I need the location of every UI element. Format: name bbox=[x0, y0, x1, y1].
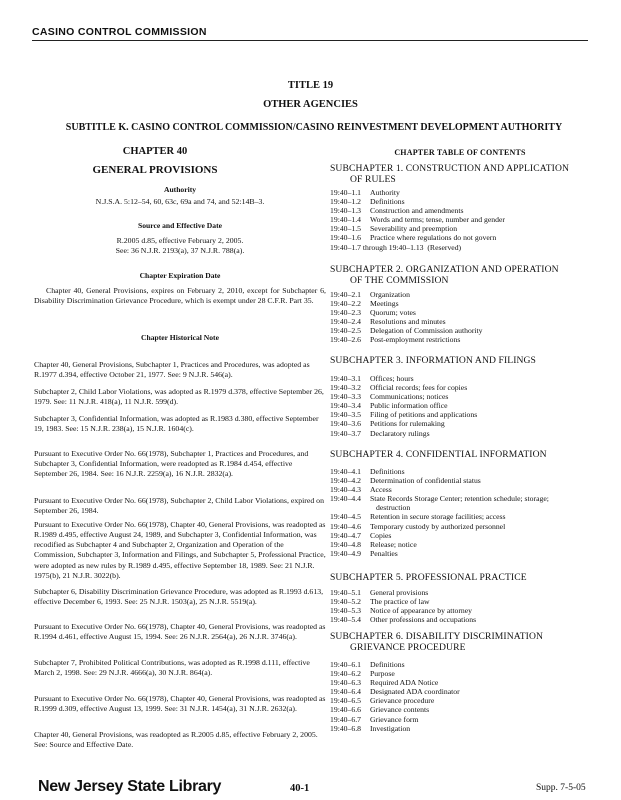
toc-entry[interactable]: 19:40–2.5 Delegation of Commission authority bbox=[330, 326, 483, 336]
history-paragraph: Subchapter 2, Child Labor Violations, was adopted as R.1979 d.378, effective September 26, 1979. See: 11 N.J.R. 418(a), 11 N.J.R. 599(d). bbox=[34, 386, 324, 406]
subchapter-3-list bbox=[330, 374, 600, 438]
toc-entry[interactable]: 19:40–1.6 Practice where regulations do not govern bbox=[330, 233, 497, 243]
history-head: Chapter Historical Note bbox=[141, 333, 219, 342]
toc-entry[interactable]: 19:40–2.2 Meetings bbox=[330, 299, 399, 309]
toc-entry[interactable]: 19:40–1.2 Definitions bbox=[330, 197, 405, 207]
toc-entry[interactable]: 19:40–4.2 Determination of confidential status bbox=[330, 476, 481, 486]
toc-entry[interactable]: 19:40–3.3 Communications; notices bbox=[330, 392, 449, 402]
toc-entry[interactable]: 19:40–3.1 Offices; hours bbox=[330, 374, 414, 383]
subchapter-1-title-cont: OF RULES bbox=[350, 174, 396, 185]
history-paragraph: Subchapter 3, Confidential Information, was adopted as R.1983 d.380, effective September 19, 1983. See: 15 N.J.R. 238(a), 15 N.J.R. 1604(c). bbox=[34, 413, 319, 433]
toc-entry[interactable]: 19:40–5.3 Notice of appearance by attorney bbox=[330, 606, 473, 616]
subchapter-6-heading bbox=[330, 631, 598, 653]
source-line-2: See: 36 N.J.R. 2193(a), 37 N.J.R. 788(a). bbox=[115, 246, 245, 256]
supplement-date: Supp. 7-5-05 bbox=[536, 783, 586, 793]
subchapter-2-title: SUBCHAPTER 2. ORGANIZATION AND OPERATION bbox=[330, 264, 559, 275]
authority-text: N.J.S.A. 5:12–54, 60, 63c, 69a and 74, and 52:14B–3. bbox=[95, 197, 265, 207]
toc-entry[interactable]: 19:40–1.1 Authority bbox=[330, 188, 400, 197]
toc-entry[interactable]: 19:40–3.7 Declaratory rulings bbox=[330, 428, 430, 438]
subchapter-3-heading bbox=[330, 355, 598, 366]
subchapter-4-heading bbox=[330, 449, 598, 460]
expiration-head: Chapter Expiration Date bbox=[139, 271, 221, 280]
toc-entry[interactable]: 19:40–1.3 Construction and amendments bbox=[330, 206, 464, 216]
toc-entry[interactable]: 19:40–6.3 Required ADA Notice bbox=[330, 678, 439, 688]
toc-entry-continuation: destruction bbox=[376, 503, 411, 513]
subchapter-5-list bbox=[330, 588, 600, 624]
title-heading: TITLE 19 bbox=[287, 80, 334, 91]
history-paragraph: Subchapter 7, Prohibited Political Contributions, was adopted as R.1998 d.111, effective March 2, 1998. See: 29 N.J.R. 4666(a), 30 N.J.R. 864(a). bbox=[34, 657, 310, 677]
toc-entry[interactable]: 19:40–6.4 Designated ADA coordinator bbox=[330, 687, 460, 697]
library-stamp: New Jersey State Library bbox=[38, 778, 222, 795]
subchapter-1-title: SUBCHAPTER 1. CONSTRUCTION AND APPLICATION bbox=[330, 163, 570, 174]
toc-entry[interactable]: 19:40–3.5 Filing of petitions and applications bbox=[330, 410, 478, 420]
toc-entry[interactable]: 19:40–4.7 Copies bbox=[330, 530, 392, 540]
history-paragraph: Pursuant to Executive Order No. 66(1978), Chapter 40, General Provisions, was readopted as R.1989 d.495, effective August 24, 1989, and Subchapter 3, Confidential Information, was recodified as Subchapter 4 and Subchapter 2, Organization and Operation of the Commission, Subchapter 3, Information and Filings, and Subchapter 5, Professional Practice, were adopted as new rules by R.1989 d.495, effective September 18, 1989. See: 21 N.J.R. 1975(b), 21 N.J.R. 3022(b). bbox=[34, 519, 326, 580]
toc-entry[interactable]: 19:40–5.1 General provisions bbox=[330, 588, 429, 597]
toc-entry[interactable]: 19:40–2.4 Resolutions and minutes bbox=[330, 317, 446, 327]
subchapter-6-title: SUBCHAPTER 6. DISABILITY DISCRIMINATION bbox=[330, 631, 544, 642]
toc-entry[interactable]: 19:40–4.6 Temporary custody by authorized personnel bbox=[330, 521, 506, 531]
history-paragraph: Pursuant to Executive Order No. 66(1978), Chapter 40, General Provisions, was readopted as R.1994 d.461, effective August 15, 1994. See: 26 N.J.R. 2564(a), 26 N.J.R. 3746(a). bbox=[34, 621, 326, 641]
toc-entry[interactable]: 19:40–4.8 Release; notice bbox=[330, 539, 417, 549]
toc-entry[interactable]: 19:40–4.1 Definitions bbox=[330, 467, 405, 476]
history-block bbox=[34, 333, 326, 343]
toc-entry[interactable]: 19:40–2.3 Quorum; votes bbox=[330, 308, 416, 318]
authority-block bbox=[34, 185, 326, 207]
toc-heading: CHAPTER TABLE OF CONTENTS bbox=[394, 148, 526, 157]
subchapter-6-title-cont: GRIEVANCE PROCEDURE bbox=[350, 642, 466, 653]
agencies-heading: OTHER AGENCIES bbox=[263, 99, 358, 110]
toc-entry[interactable]: 19:40–4.5 Retention in secure storage facilities; access bbox=[330, 512, 506, 522]
toc-entry[interactable]: 19:40–4.3 Access bbox=[330, 485, 392, 495]
chapter-name: GENERAL PROVISIONS bbox=[92, 164, 218, 176]
subchapter-1-list bbox=[330, 188, 600, 252]
toc-entry[interactable]: 19:40–6.7 Grievance form bbox=[330, 714, 419, 724]
toc-entry[interactable]: 19:40–3.4 Public information office bbox=[330, 401, 448, 411]
expiration-block bbox=[34, 271, 326, 307]
toc-entry[interactable]: 19:40–4.4 State Records Storage Center; retention schedule; storage; bbox=[330, 494, 549, 504]
subchapter-4-list bbox=[330, 467, 600, 558]
toc-entry[interactable]: 19:40–5.2 The practice of law bbox=[330, 597, 430, 607]
authority-head: Authority bbox=[163, 185, 197, 194]
toc-entry[interactable]: 19:40–1.5 Severability and preemption bbox=[330, 224, 458, 234]
expiration-text: Chapter 40, General Provisions, expires on February 2, 2010, except for Subchapter 6, Disability Discrimination Grievance Procedure, which is exempt under 28 C.F.R. Part 35. bbox=[34, 286, 326, 306]
toc-entry[interactable]: 19:40–1.7 through 19:40–1.13 (Reserved) bbox=[330, 242, 462, 252]
running-header: CASINO CONTROL COMMISSION bbox=[32, 26, 207, 38]
history-paragraph: Chapter 40, General Provisions, Subchapter 1, Practices and Procedures, was adopted as R.1977 d.394, effective October 21, 1977. See: 9 N.J.R. 546(a). bbox=[34, 359, 310, 379]
page-number: 40-1 bbox=[290, 783, 310, 794]
toc-entry[interactable]: 19:40–6.2 Purpose bbox=[330, 669, 395, 679]
toc-entry[interactable]: 19:40–3.6 Petitions for rulemaking bbox=[330, 419, 445, 429]
subchapter-1-heading bbox=[330, 163, 598, 185]
toc-entry[interactable]: 19:40–6.5 Grievance procedure bbox=[330, 696, 435, 706]
subtitle-heading: SUBTITLE K. CASINO CONTROL COMMISSION/CASINO REINVESTMENT DEVELOPMENT AUTHORITY bbox=[65, 122, 563, 133]
subchapter-2-title-cont: OF THE COMMISSION bbox=[350, 275, 449, 286]
header-rule bbox=[32, 40, 588, 41]
history-paragraph: Pursuant to Executive Order No. 66(1978), Subchapter 2, Child Labor Violations, expired on September 26, 1984. bbox=[34, 495, 324, 515]
subchapter-3-title: SUBCHAPTER 3. INFORMATION AND FILINGS bbox=[330, 355, 536, 366]
subchapter-2-heading bbox=[330, 264, 598, 286]
history-paragraph: Pursuant to Executive Order No. 66(1978), Chapter 40, General Provisions, was readopted as R.1999 d.309, effective August 13, 1999. See: 31 N.J.R. 1454(a), 31 N.J.R. 2632(a). bbox=[34, 693, 326, 713]
toc-entry[interactable]: 19:40–1.4 Words and terms; tense, number and gender bbox=[330, 215, 505, 225]
source-line-1: R.2005 d.85, effective February 2, 2005. bbox=[116, 236, 244, 246]
toc-entry[interactable]: 19:40–2.6 Post-employment restrictions bbox=[330, 335, 461, 345]
subchapter-4-title: SUBCHAPTER 4. CONFIDENTIAL INFORMATION bbox=[330, 449, 547, 460]
subchapter-2-list bbox=[330, 290, 600, 345]
chapter-heading: CHAPTER 40 bbox=[122, 146, 188, 157]
subchapter-5-heading bbox=[330, 572, 598, 583]
toc-entry[interactable]: 19:40–4.9 Penalties bbox=[330, 548, 398, 558]
history-paragraph: Subchapter 6, Disability Discrimination Grievance Procedure, was adopted as R.1993 d.613, effective December 6, 1993. See: 25 N.J.R. 1503(a), 25 N.J.R. 5519(a). bbox=[34, 586, 324, 606]
toc-entry[interactable]: 19:40–2.1 Organization bbox=[330, 290, 410, 299]
subchapter-5-title: SUBCHAPTER 5. PROFESSIONAL PRACTICE bbox=[330, 572, 527, 583]
toc-entry[interactable]: 19:40–6.8 Investigation bbox=[330, 723, 411, 733]
source-block bbox=[34, 221, 326, 257]
subchapter-6-list bbox=[330, 660, 600, 733]
toc-entry[interactable]: 19:40–5.4 Other professions and occupations bbox=[330, 615, 477, 625]
toc-entry[interactable]: 19:40–3.2 Official records; fees for copies bbox=[330, 383, 468, 393]
toc-entry[interactable]: 19:40–6.1 Definitions bbox=[330, 660, 405, 669]
source-head: Source and Effective Date bbox=[137, 221, 222, 230]
history-paragraph: Chapter 40, General Provisions, was readopted as R.2005 d.85, effective February 2, 2005. See: Source and Effective Date. bbox=[34, 729, 318, 749]
history-paragraph: Pursuant to Executive Order No. 66(1978), Subchapter 1, Practices and Procedures, and Subchapter 3, Confidential Information, were readopted as R.1984 d.454, effective September 26, 1984. See: 16 N.J.R. 2259(a), 16 N.J.R. 2832(a). bbox=[34, 448, 309, 479]
toc-entry[interactable]: 19:40–6.6 Grievance contents bbox=[330, 705, 430, 715]
